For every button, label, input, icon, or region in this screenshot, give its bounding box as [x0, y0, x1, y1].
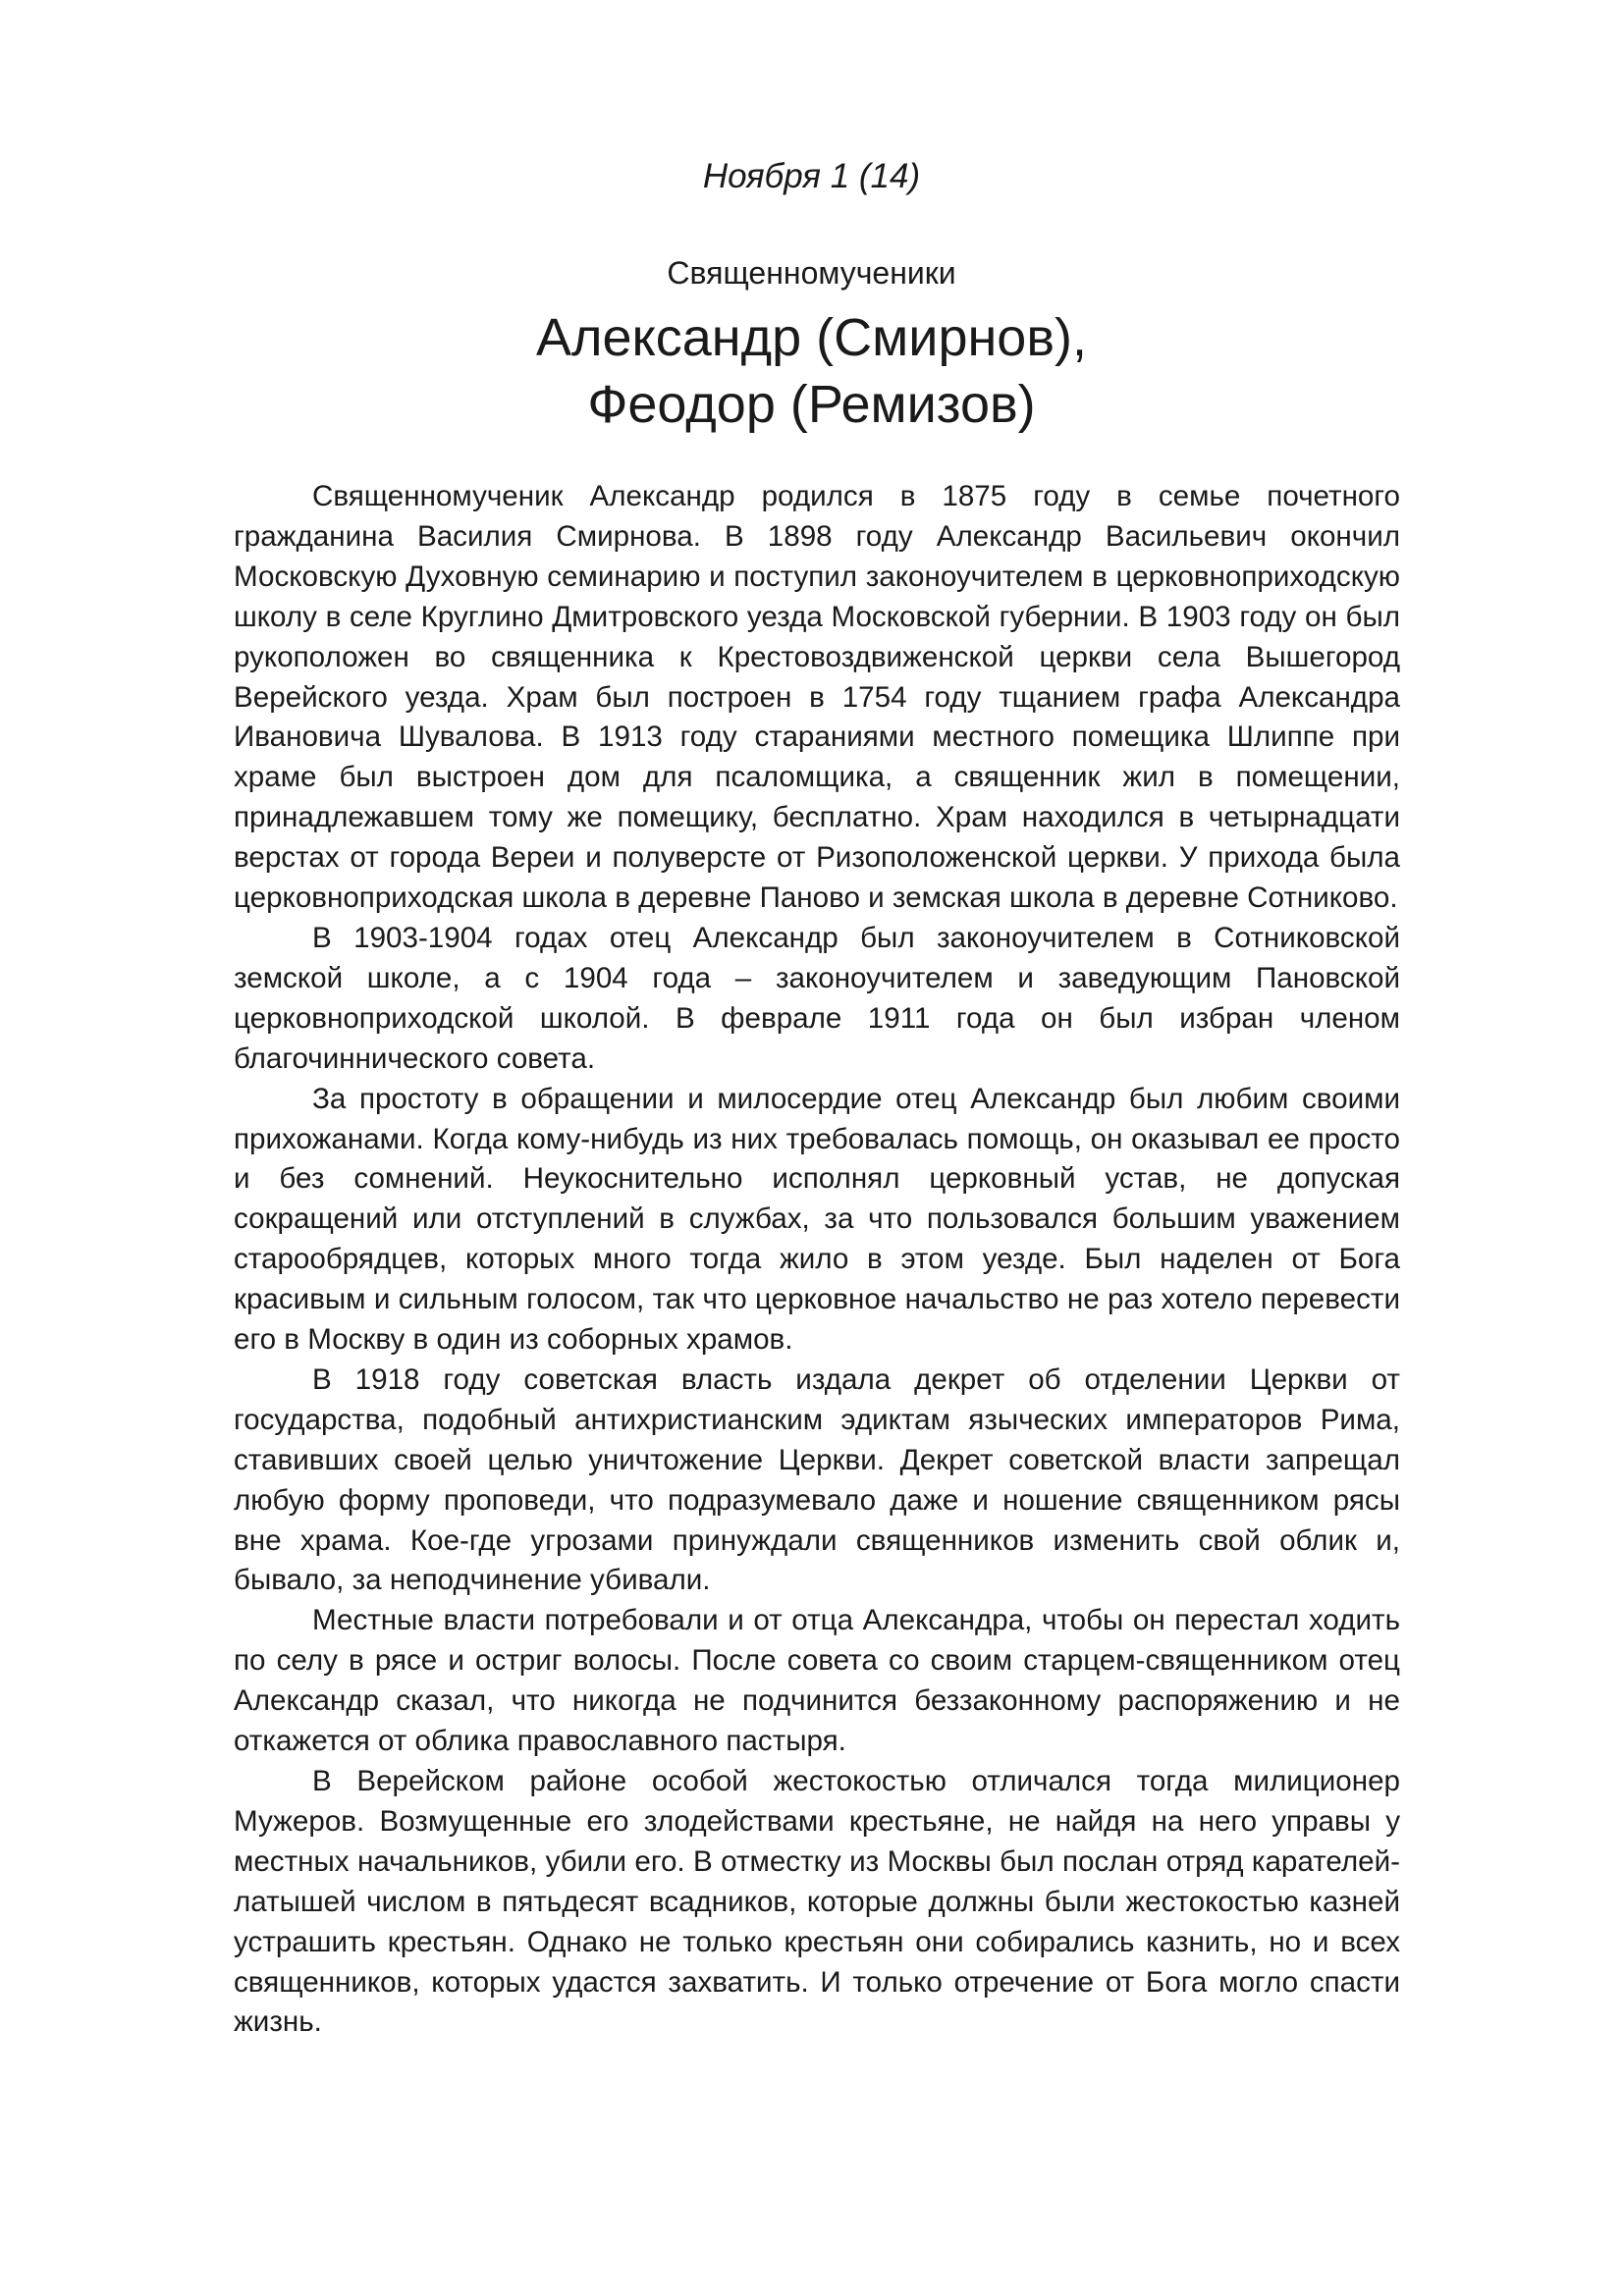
paragraph: Местные власти потребовали и от отца Александра, чтобы он перестал ходить по селу в рясе и остриг волосы. После совета со своим старцем-священником отец Александр сказал, что никогда не подчинится беззаконному распоряжению и не откажется от облика православного пастыря. — [234, 1604, 1400, 1758]
document-title-line-1: Александр (Смирнов), — [535, 308, 1087, 367]
body-text — [234, 477, 1400, 2043]
paragraph: В 1918 году советская власть издала декрет об отделении Церкви от государства, подобный антихристианским эдиктам языческих императоров Рима, ставивших своей целью уничтожение Церкви. Декрет советской власти запрещал любую форму проповеди, что подразумевало даже и ношение священником рясы вне храма. Кое-где угрозами принуждали священников изменить свой облик и, бывало, за неподчинение убивали. — [234, 1362, 1400, 1597]
paragraph: В Верейском районе особой жестокостью отличался тогда милиционер Мужеров. Возмущенные его злодействами крестьяне, не найдя на него управы у местных начальников, убили его. В отместку из Москвы был послан отряд карателей-латышей числом в пятьдесят всадников, которые должны были жестокостью казней устрашить крестьян. Однако не только крестьян они собирались казнить, но и всех священников, которых удастся захватить. И только отречение от Бога могло спасти жизнь. — [234, 1765, 1400, 2039]
document-subtitle: Священномученики — [667, 255, 956, 291]
document-title-line-2: Феодор (Ремизов) — [587, 375, 1036, 434]
feast-date: Ноября 1 (14) — [702, 157, 921, 195]
paragraph: За простоту в обращении и милосердие отец Александр был любим своими прихожанами. Когда кому-нибудь из них требовалась помощь, он оказывал ее просто и без сомнений. Неукоснительно исполнял церковный устав, не допуская сокращений или отступлений в службах, за что пользовался большим уважением старообрядцев, которых много тогда жило в этом уезде. Был наделен от Бога красивым и сильным голосом, так что церковное начальство не раз хотело перевести его в Москву в один из соборных храмов. — [234, 1082, 1400, 1357]
paragraph: В 1903-1904 годах отец Александр был законоучителем в Сотниковской земской школе, а с 1904 года – законоучителем и заведующим Пановской церковноприходской школой. В феврале 1911 года он был избран членом благочиннического совета. — [234, 921, 1400, 1075]
paragraph: Священномученик Александр родился в 1875 году в семье почетного гражданина Василия Смирнова. В 1898 году Александр Васильевич окончил Московскую Духовную семинарию и поступил законоучителем в церковноприходскую школу в селе Круглино Дмитровского уезда Московской губернии. В 1903 году он был рукоположен во священника к Крестовоздвиженской церкви села Вышегород Верейского уезда. Храм был построен в 1754 году тщанием графа Александра Ивановича Шувалова. В 1913 году стараниями местного помещика Шлиппе при храме был выстроен дом для псаломщика, а священник жил в помещении, принадлежавшем тому же помещику, бесплатно. Храм находился в четырнадцати верстах от города Вереи и полуверсте от Ризоположенской церкви. У прихода была церковноприходская школа в деревне Паново и земская школа в деревне Сотниково. — [234, 480, 1400, 915]
